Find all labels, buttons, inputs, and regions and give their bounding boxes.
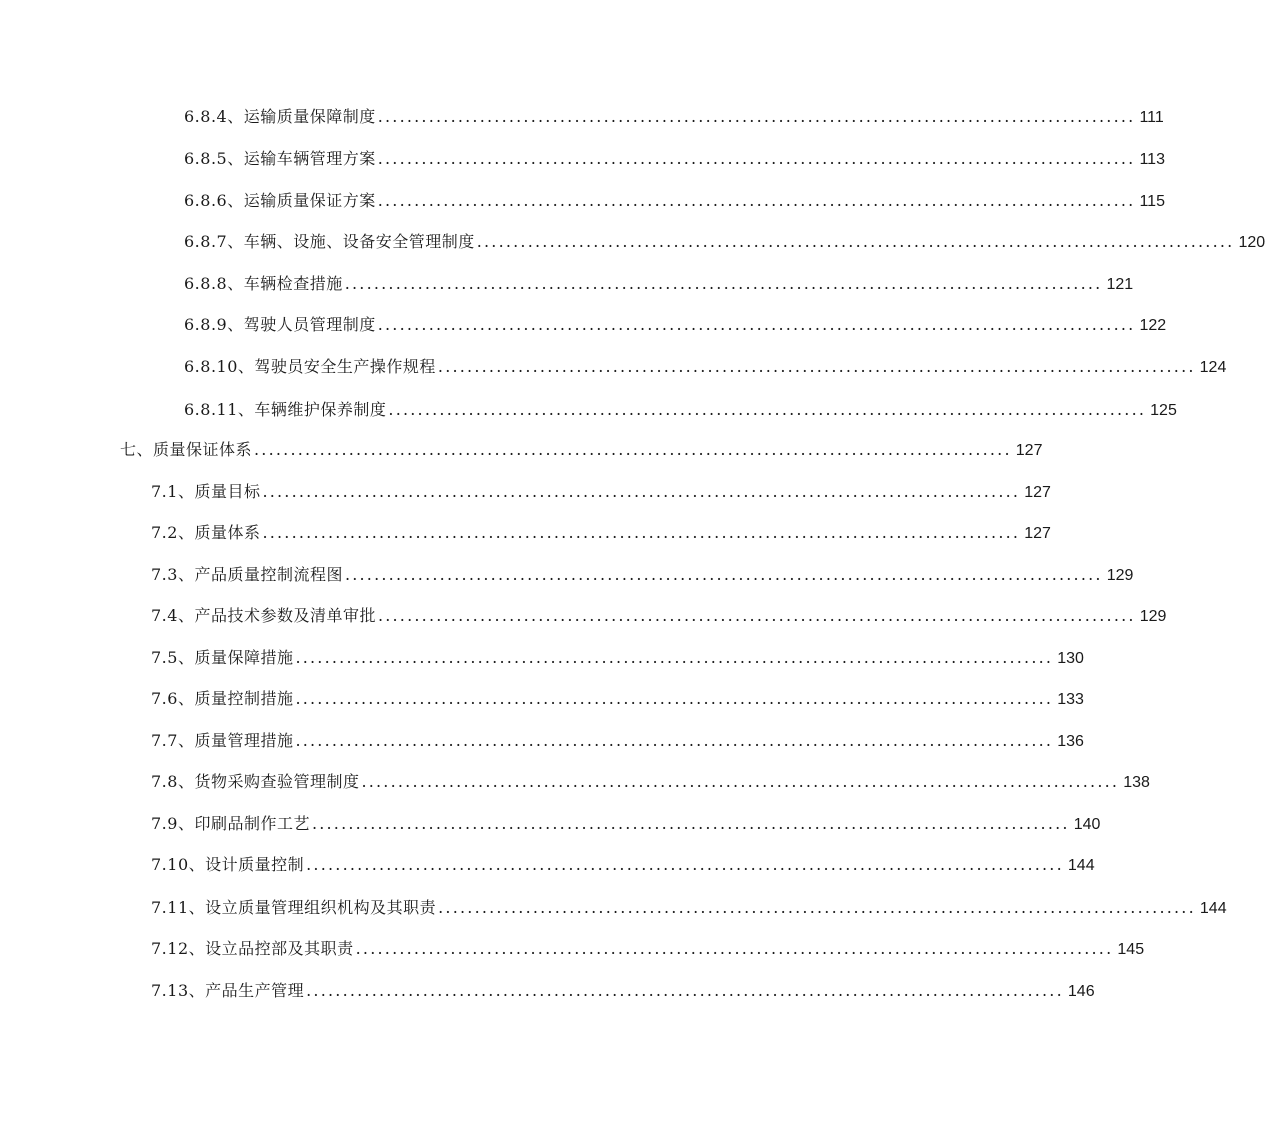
toc-entry-page: 129 [1106,567,1134,584]
toc-entry-page: 124 [1199,359,1227,376]
toc-leader-dots: ........................................................................................................ [306,981,1064,1000]
toc-entry[interactable] [151,937,1145,961]
toc-leader-dots: ........................................................................................................ [306,855,1064,874]
toc-entry[interactable] [120,438,1043,462]
toc-entry-page: 121 [1106,276,1134,293]
toc-entry-page: 129 [1139,608,1167,625]
toc-leader-dots: ........................................................................................................ [361,772,1120,791]
toc-entry-page: 136 [1057,733,1084,750]
toc-entry-page: 120 [1238,234,1265,251]
toc-entry[interactable] [151,896,1227,920]
toc-entry-page: 113 [1139,151,1165,168]
toc-entry-title: 7.13、产品生产管理 [151,981,305,1000]
toc-entry-title: 6.8.10、驾驶员安全生产操作规程 [184,357,436,376]
toc-leader-dots: ........................................................................................................ [388,400,1147,419]
toc-entry-title: 6.8.8、车辆检查措施 [184,274,343,293]
toc-entry[interactable] [151,646,1084,670]
toc-leader-dots: ........................................................................................................ [438,898,1196,917]
toc-leader-dots: ........................................................................................................ [377,107,1136,126]
toc-leader-dots: ........................................................................................................ [344,274,1103,293]
toc-entry-page: 140 [1073,816,1101,833]
toc-leader-dots: ........................................................................................................ [311,814,1070,833]
toc-entry[interactable] [151,480,1051,504]
toc-entry-title: 7.1、质量目标 [151,482,261,501]
toc-leader-dots: ........................................................................................................ [476,232,1235,251]
toc-entry[interactable] [184,230,1265,254]
toc-entry[interactable] [151,687,1084,711]
toc-entry-title: 6.8.6、运输质量保证方案 [184,191,376,210]
toc-entry[interactable] [151,604,1167,628]
toc-entry-page: 122 [1139,317,1167,334]
toc-entry-page: 115 [1139,193,1165,210]
toc-entry-title: 6.8.5、运输车辆管理方案 [184,149,376,168]
toc-entry-title: 7.5、质量保障措施 [151,648,294,667]
toc-entry-title: 7.12、设立品控部及其职责 [151,939,354,958]
toc-leader-dots: ........................................................................................................ [254,440,1012,459]
toc-entry-page: 125 [1150,402,1177,419]
toc-entry-page: 127 [1015,442,1043,459]
toc-entry-page: 130 [1057,650,1084,667]
toc-entry-title: 7.4、产品技术参数及清单审批 [151,606,376,625]
toc-entry-page: 146 [1067,983,1095,1000]
toc-entry-title: 7.7、质量管理措施 [151,731,294,750]
toc-leader-dots: ........................................................................................................ [355,939,1114,958]
toc-entry-page: 144 [1199,900,1227,917]
toc-entry[interactable] [184,189,1165,213]
toc-entry-page: 133 [1057,691,1084,708]
toc-leader-dots: ........................................................................................................ [262,523,1021,542]
toc-entry-page: 145 [1117,941,1145,958]
toc-entry-title: 七、质量保证体系 [120,440,253,459]
toc-leader-dots: ........................................................................................................ [295,689,1054,708]
toc-entry[interactable] [184,313,1167,337]
toc-entry[interactable] [151,770,1150,794]
toc-entry-title: 6.8.11、车辆维护保养制度 [184,400,387,419]
toc-entry-title: 7.9、印刷品制作工艺 [151,814,310,833]
toc-entry[interactable] [184,398,1177,422]
toc-leader-dots: ........................................................................................................ [295,648,1054,667]
toc-entry-title: 6.8.4、运输质量保障制度 [184,107,376,126]
toc-entry[interactable] [184,147,1165,171]
toc-entry[interactable] [151,853,1095,877]
toc-entry-title: 7.3、产品质量控制流程图 [151,565,343,584]
toc-leader-dots: ........................................................................................................ [262,482,1021,501]
toc-leader-dots: ........................................................................................................ [377,606,1136,625]
toc-entry[interactable] [184,355,1227,379]
toc-entry[interactable] [184,272,1134,296]
toc-entry-title: 7.8、货物采购查验管理制度 [151,772,360,791]
toc-leader-dots: ........................................................................................................ [377,315,1136,334]
toc-entry-title: 7.2、质量体系 [151,523,261,542]
toc-entry-page: 138 [1123,774,1150,791]
toc-entry-page: 127 [1024,484,1051,501]
toc-leader-dots: ........................................................................................................ [295,731,1054,750]
toc-entry-title: 7.6、质量控制措施 [151,689,294,708]
toc-entry-page: 127 [1024,525,1051,542]
toc-entry[interactable] [151,729,1084,753]
toc-leader-dots: ........................................................................................................ [437,357,1196,376]
toc-entry[interactable] [151,521,1051,545]
toc-entry-page: 144 [1067,857,1095,874]
toc-leader-dots: ........................................................................................................ [377,149,1136,168]
toc-entry[interactable] [151,563,1134,587]
toc-entry-page: 111 [1139,109,1164,126]
toc-entry[interactable] [151,812,1101,836]
toc-entry[interactable] [184,105,1164,129]
toc-leader-dots: ........................................................................................................ [344,565,1103,584]
toc-entry-title: 7.10、设计质量控制 [151,855,305,874]
toc-entry-title: 6.8.7、车辆、设施、设备安全管理制度 [184,232,475,251]
toc-entry[interactable] [151,979,1095,1003]
toc-leader-dots: ........................................................................................................ [377,191,1136,210]
toc-entry-title: 7.11、设立质量管理组织机构及其职责 [151,898,437,917]
toc-entry-title: 6.8.9、驾驶人员管理制度 [184,315,376,334]
